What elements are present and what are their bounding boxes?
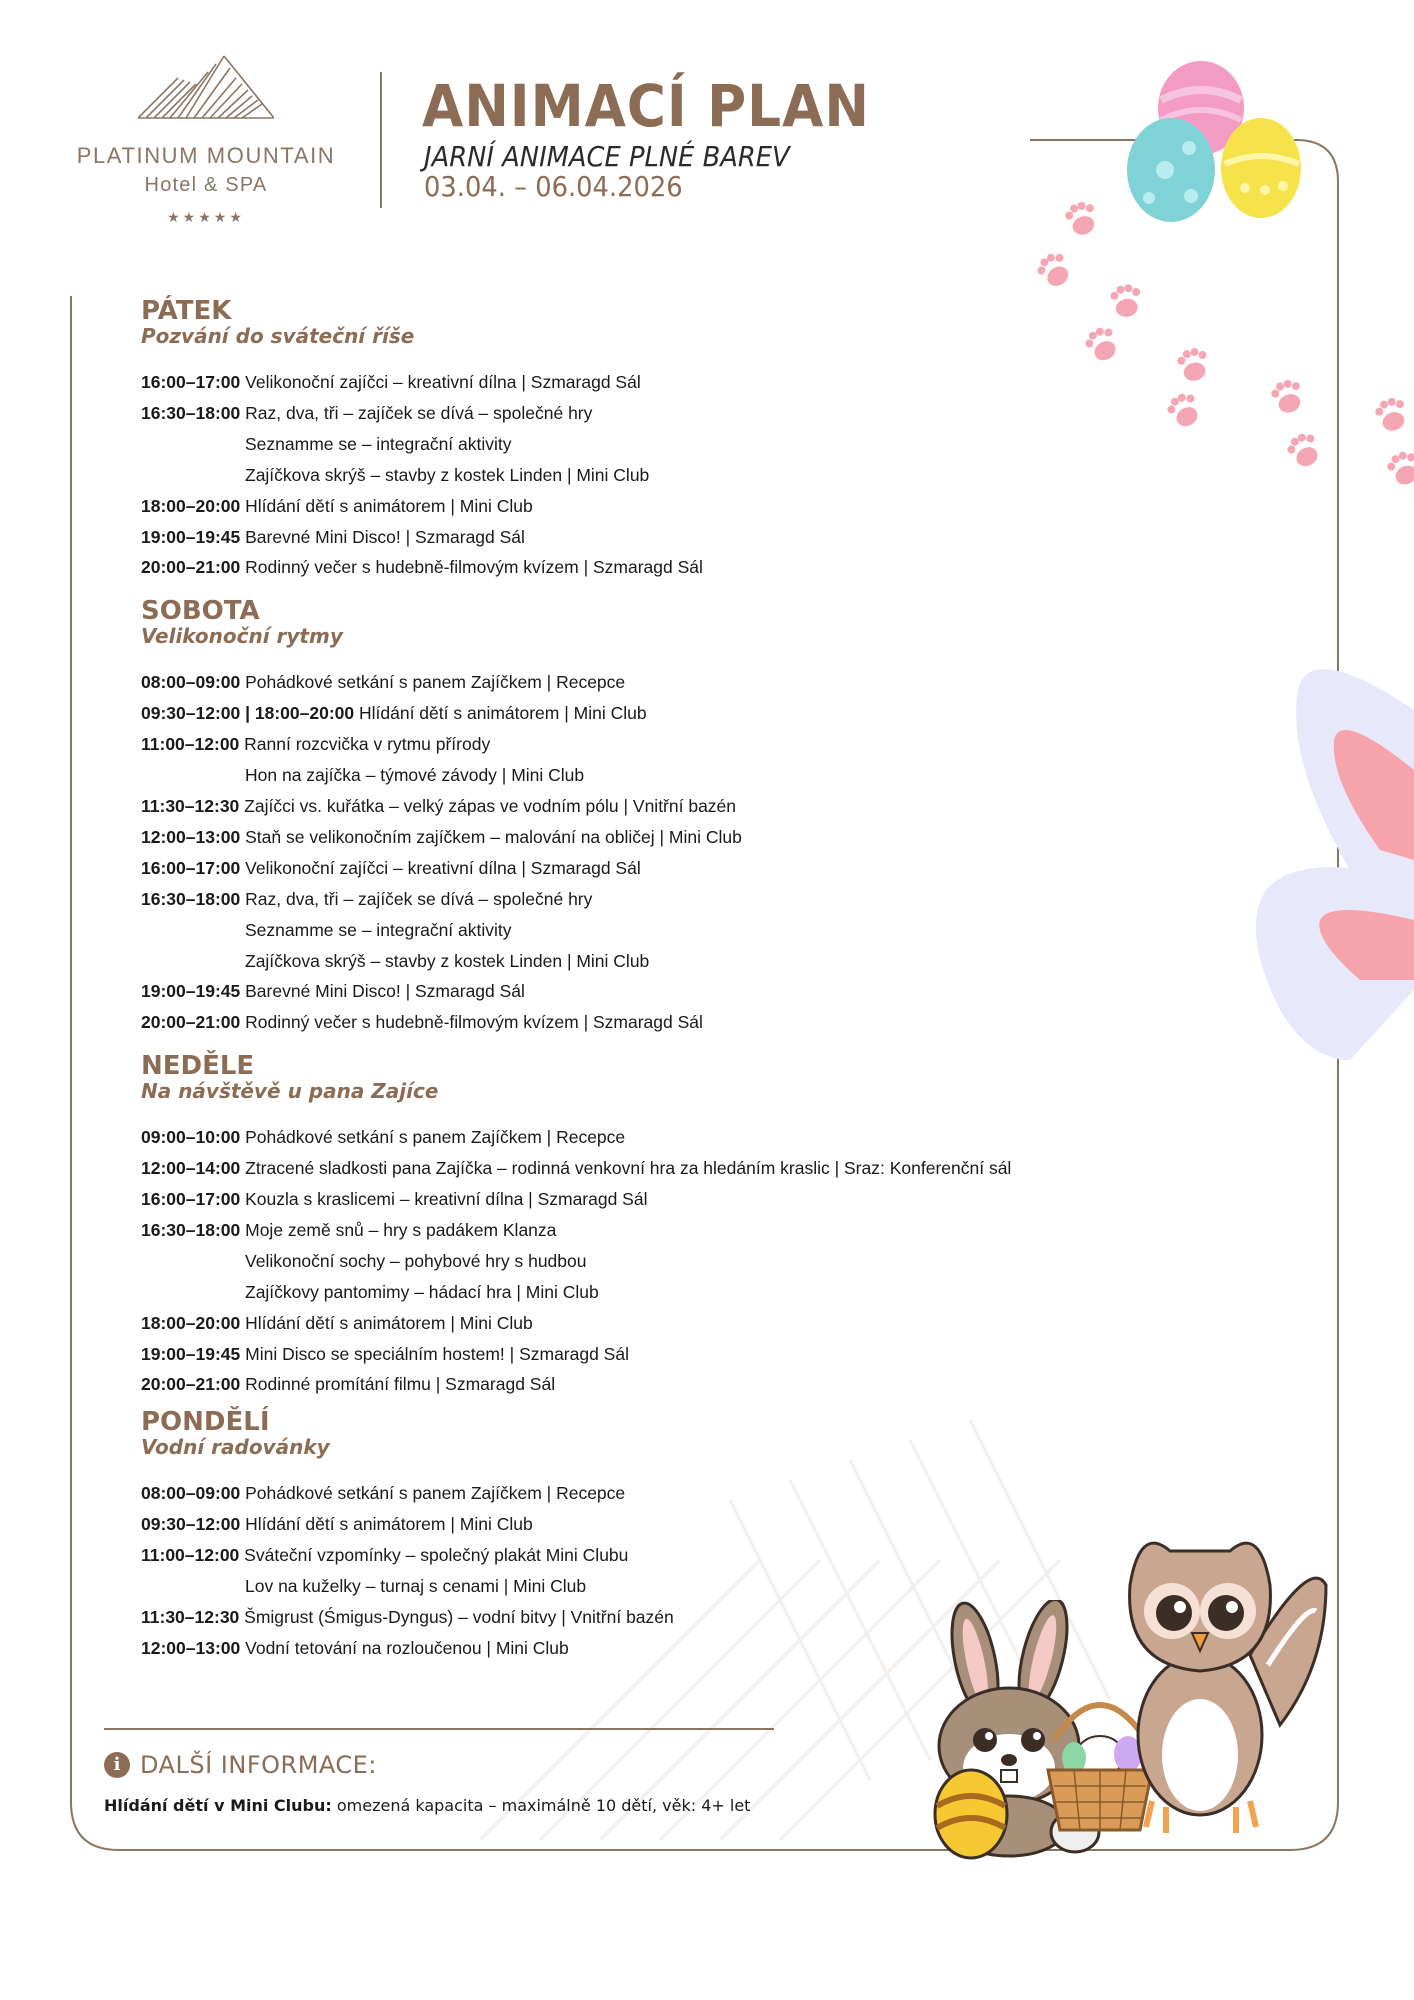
paw-print-icon bbox=[1033, 248, 1076, 291]
schedule-row bbox=[141, 1246, 1101, 1277]
row-text: Barevné Mini Disco! | Szmaragd Sál bbox=[245, 981, 525, 1002]
schedule-row bbox=[141, 429, 1101, 460]
row-time: 16:00–17:00 bbox=[141, 857, 241, 878]
paw-print-icon bbox=[1268, 376, 1307, 416]
page-title: ANIMACÍ PLAN bbox=[422, 72, 870, 140]
row-text: Hlídání dětí s animátorem | Mini Club bbox=[359, 703, 647, 724]
day-name: PÁTEK bbox=[141, 296, 232, 326]
row-time: 16:00–17:00 bbox=[141, 372, 241, 392]
event-dates: 03.04. – 06.04.2026 bbox=[424, 170, 683, 203]
row-text: Pohádkové setkání s panem Zajíčkem | Recepce bbox=[245, 672, 626, 693]
schedule-row bbox=[141, 946, 1101, 977]
row-text: Moje země snů – hry s padákem Klanza bbox=[245, 1219, 557, 1240]
row-time: 11:00–12:00 bbox=[141, 734, 240, 755]
row-text: Pohádkové setkání s panem Zajíčkem | Recepce bbox=[245, 1127, 626, 1148]
day-name: NEDĚLE bbox=[141, 1051, 255, 1082]
schedule-row bbox=[141, 667, 1101, 698]
day-subtitle: Na návštěvě u pana Zajíce bbox=[141, 1079, 439, 1104]
row-time: 12:00–13:00 bbox=[141, 1637, 241, 1658]
row-time: 11:00–12:00 bbox=[141, 1545, 240, 1566]
schedule-row bbox=[141, 915, 1101, 946]
brand-subtitle: Hotel & SPA bbox=[144, 174, 268, 196]
brand-name: PLATINUM MOUNTAIN bbox=[76, 143, 336, 168]
row-time: 16:30–18:00 bbox=[141, 888, 241, 909]
row-time: 20:00–21:00 bbox=[141, 1374, 241, 1395]
day-subtitle: Pozvání do sváteční říše bbox=[141, 324, 415, 348]
row-text: Raz, dva, tři – zajíček se dívá – společné hry bbox=[245, 402, 593, 423]
schedule-row bbox=[141, 976, 1101, 1007]
paw-print-icon bbox=[1163, 389, 1205, 432]
row-time: 19:00–19:45 bbox=[141, 1343, 241, 1364]
row-text: Rodinný večer s hudebně-filmovým kvízem | Szmaragd Sál bbox=[245, 1012, 703, 1033]
schedule-row bbox=[141, 1277, 1101, 1308]
row-time: 16:00–17:00 bbox=[141, 1189, 241, 1210]
info-title: DALŠÍ INFORMACE: bbox=[140, 1751, 377, 1779]
header-divider bbox=[380, 72, 382, 208]
row-text: Hlídání dětí s animátorem | Mini Club bbox=[245, 1312, 533, 1333]
row-time: 12:00–13:00 bbox=[141, 826, 241, 847]
row-text: Lov na kuželky – turnaj s cenami | Mini Club bbox=[245, 1576, 587, 1597]
row-text: Seznamme se – integrační aktivity bbox=[245, 433, 512, 454]
mountain-logo-icon bbox=[138, 54, 274, 122]
day-section-sunday bbox=[141, 1052, 1101, 1400]
schedule-row bbox=[141, 822, 1101, 853]
schedule-row bbox=[141, 367, 1101, 398]
row-time: 20:00–21:00 bbox=[141, 557, 241, 578]
schedule-row bbox=[141, 884, 1101, 915]
row-time: 16:30–18:00 bbox=[141, 402, 241, 423]
row-text: Velikonoční zajíčci – kreativní dílna | Szmaragd Sál bbox=[245, 857, 641, 878]
row-text: Šmigrust (Śmigus-Dyngus) – vodní bitvy | Vnitřní bazén bbox=[244, 1607, 674, 1627]
schedule-row bbox=[141, 1122, 1101, 1153]
schedule-row bbox=[141, 398, 1101, 429]
row-time: 12:00–14:00 bbox=[141, 1158, 241, 1179]
row-text: Rodinné promítání filmu | Szmaragd Sál bbox=[245, 1374, 556, 1395]
schedule bbox=[141, 297, 1101, 1670]
schedule-row bbox=[141, 1339, 1101, 1370]
row-time: 18:00–20:00 bbox=[141, 495, 241, 516]
day-name: SOBOTA bbox=[141, 596, 260, 627]
row-text: Zajíčkovy pantomimy – hádací hra | Mini Club bbox=[245, 1281, 599, 1302]
paw-print-icon bbox=[1283, 429, 1325, 472]
info-value: omezená kapacita – maximálně 10 dětí, věk: 4+ let bbox=[331, 1796, 751, 1815]
schedule-row bbox=[141, 1215, 1101, 1246]
row-time: 16:30–18:00 bbox=[141, 1219, 241, 1240]
row-time: 08:00–09:00 bbox=[141, 1483, 241, 1504]
paw-print-icon bbox=[1062, 198, 1101, 238]
row-time: 11:30–12:30 bbox=[141, 1607, 240, 1627]
row-text: Seznamme se – integrační aktivity bbox=[245, 919, 512, 940]
row-text: Mini Disco se speciálním hostem! | Szmaragd Sál bbox=[245, 1343, 629, 1364]
row-time: 11:30–12:30 bbox=[141, 795, 240, 816]
row-text: Hlídání dětí s animátorem | Mini Club bbox=[245, 1514, 533, 1535]
brand-stars: ★★★★★ bbox=[167, 209, 245, 225]
day-section-saturday bbox=[141, 597, 1101, 1038]
paw-print-icon bbox=[1384, 447, 1414, 486]
schedule-row bbox=[141, 1007, 1101, 1038]
row-text: Rodinný večer s hudebně-filmovým kvízem | Szmaragd Sál bbox=[245, 557, 703, 578]
schedule-row bbox=[141, 698, 1101, 729]
row-text: Raz, dva, tři – zajíček se dívá – společné hry bbox=[245, 888, 593, 909]
info-text bbox=[104, 1796, 750, 1815]
row-time: 19:00–19:45 bbox=[141, 526, 241, 547]
row-text: Zajíčkova skrýš – stavby z kostek Linden | Mini Club bbox=[245, 464, 650, 485]
owl-icon bbox=[1100, 1515, 1330, 1855]
schedule-row bbox=[141, 460, 1101, 491]
day-subtitle: Vodní radovánky bbox=[141, 1435, 330, 1460]
schedule-row bbox=[141, 791, 1101, 822]
row-time: 18:00–20:00 bbox=[141, 1312, 241, 1333]
day-name: PONDĚLÍ bbox=[141, 1407, 270, 1438]
schedule-row bbox=[141, 491, 1101, 522]
info-icon: i bbox=[104, 1752, 130, 1778]
row-text: Staň se velikonočním zajíčkem – malování na obličej | Mini Club bbox=[245, 826, 742, 847]
schedule-row bbox=[141, 1369, 1101, 1400]
row-text: Zajíčkova skrýš – stavby z kostek Linden | Mini Club bbox=[245, 950, 650, 971]
schedule-row bbox=[141, 1478, 1101, 1509]
row-text: Barevné Mini Disco! | Szmaragd Sál bbox=[245, 526, 525, 547]
row-text: Ztracené sladkosti pana Zajíčka – rodinná venkovní hra za hledáním kraslic | Sraz: Konferenční sál bbox=[245, 1158, 1012, 1179]
schedule-row bbox=[141, 1571, 1101, 1602]
schedule-row bbox=[141, 552, 1101, 583]
day-subtitle: Velikonoční rytmy bbox=[141, 624, 343, 649]
row-text: Hon na zajíčka – týmové závody | Mini Club bbox=[245, 765, 585, 786]
row-time: 20:00–21:00 bbox=[141, 1012, 241, 1033]
row-time: 19:00–19:45 bbox=[141, 981, 241, 1002]
schedule-row bbox=[141, 1540, 1101, 1571]
row-text: Ranní rozcvička v rytmu přírody bbox=[244, 734, 491, 755]
schedule-row bbox=[141, 1509, 1101, 1540]
schedule-row bbox=[141, 1153, 1101, 1184]
row-text: Kouzla s kraslicemi – kreativní dílna | Szmaragd Sál bbox=[245, 1189, 648, 1210]
row-time: 09:30–12:00 | 18:00–20:00 bbox=[141, 703, 355, 724]
info-label: Hlídání dětí v Mini Clubu: bbox=[104, 1796, 332, 1815]
schedule-row bbox=[141, 1308, 1101, 1339]
row-time: 09:30–12:00 bbox=[141, 1514, 241, 1535]
bunny-ear-icon bbox=[1250, 650, 1414, 1070]
row-text: Vodní tetování na rozloučenou | Mini Club bbox=[245, 1637, 569, 1658]
row-text: Pohádkové setkání s panem Zajíčkem | Recepce bbox=[245, 1483, 626, 1504]
row-text: Hlídání dětí s animátorem | Mini Club bbox=[245, 495, 533, 516]
info-divider bbox=[104, 1728, 774, 1730]
row-text: Velikonoční zajíčci – kreativní dílna | Szmaragd Sál bbox=[245, 372, 641, 392]
paw-print-icon bbox=[1372, 394, 1411, 434]
paw-print-icon bbox=[1109, 282, 1144, 319]
day-section-friday bbox=[141, 297, 1101, 583]
row-time: 09:00–10:00 bbox=[141, 1127, 241, 1148]
schedule-row bbox=[141, 853, 1101, 884]
schedule-row bbox=[141, 760, 1101, 791]
row-text: Velikonoční sochy – pohybové hry s hudbou bbox=[245, 1250, 587, 1271]
row-text: Sváteční vzpomínky – společný plakát Mini Clubu bbox=[244, 1545, 629, 1566]
schedule-row bbox=[141, 1184, 1101, 1215]
schedule-row bbox=[141, 729, 1101, 760]
schedule-row bbox=[141, 522, 1101, 553]
page-subtitle: JARNÍ ANIMACE PLNÉ BAREV bbox=[424, 140, 790, 173]
row-time: 08:00–09:00 bbox=[141, 672, 241, 693]
paw-print-icon bbox=[1175, 345, 1212, 384]
row-text: Zajíčci vs. kuřátka – velký zápas ve vodním pólu | Vnitřní bazén bbox=[244, 795, 737, 816]
